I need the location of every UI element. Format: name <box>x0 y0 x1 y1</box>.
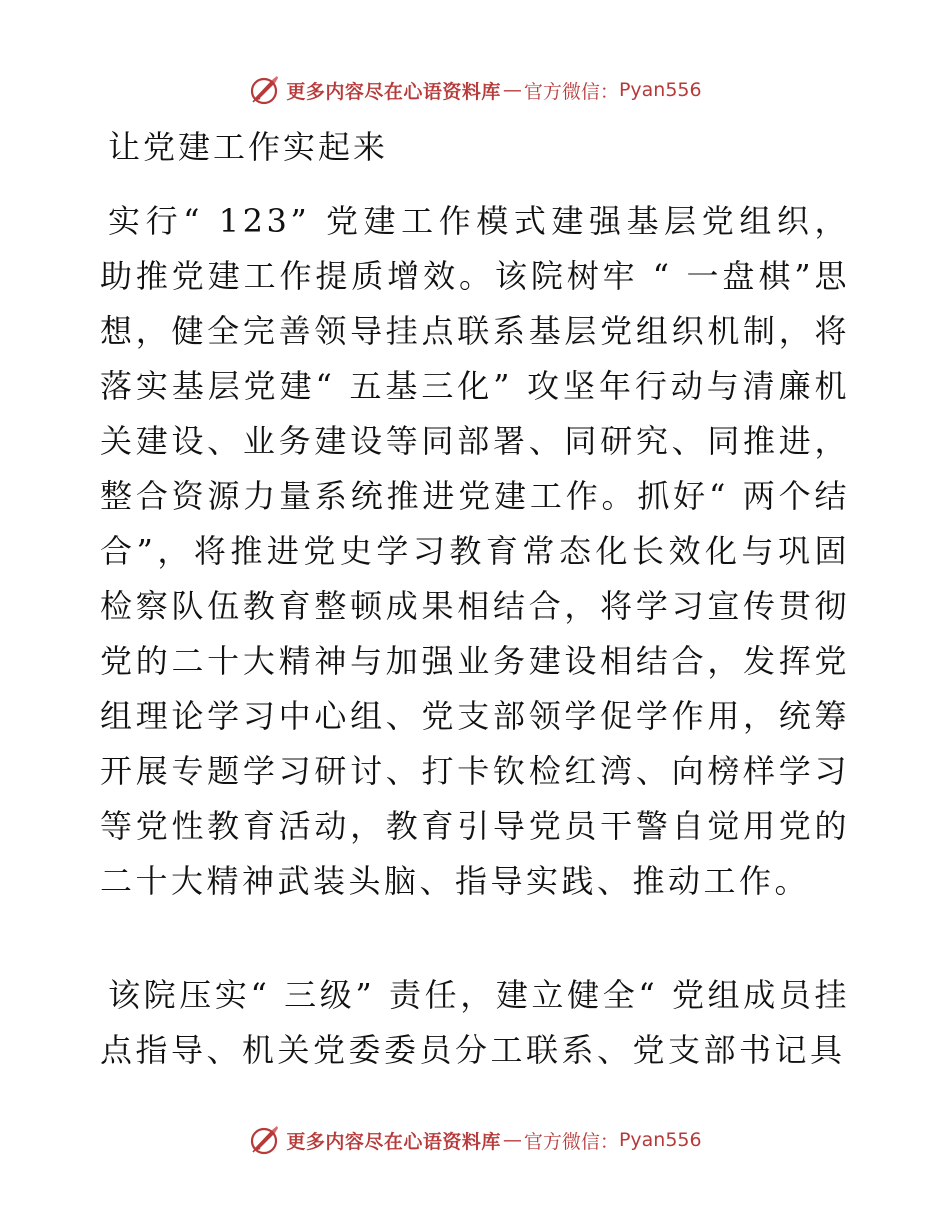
body-paragraph-2: 该院压实“ 三级” 责任，建立健全“ 党组成员挂点指导、机关党委委员分工联系、党支部书记具 <box>100 976 850 1069</box>
watermark-dash: — <box>502 79 522 101</box>
watermark-wechat-id: Pyan556 <box>618 79 702 101</box>
watermark-sub-text: 官方微信： <box>523 80 619 103</box>
header-watermark <box>0 70 950 110</box>
watermark-main-text: 更多内容尽在心语资料库 <box>286 1130 501 1153</box>
watermark-main-text: 更多内容尽在心语资料库 <box>286 80 501 103</box>
watermark-dash: — <box>502 1129 522 1151</box>
watermark-wechat-id: Pyan556 <box>618 1129 702 1151</box>
writing-quill-logo-icon <box>248 74 280 106</box>
watermark-sub-text: 官方微信： <box>523 1130 619 1153</box>
writing-quill-logo-icon <box>248 1124 280 1156</box>
document-title: 让党建工作实起来 <box>108 128 389 166</box>
body-paragraph-1: 实行“ 123” 党建工作模式建强基层党组织，助推党建工作提质增效。该院树牢 “ 一盘棋”思想，健全完善领导挂点联系基层党组织机制，将落实基层党建“ 五基三化” 攻坚年行动与清廉机关建设、业务建设等同部署、同研究、同推进，整合资源力量系统推进党建工作。抓好“ 两个结合”，将推进党史学习教育常态化长效化与巩固检察队伍教育整顿成果相结合，将学习宣传贯彻党的二十大精神与加强业务建设相结合，发挥党组理论学习中心组、党支部领学促学作用，统筹开展专题学习研讨、打卡钦检红湾、向榜样学习等党性教育活动，教育引导党员干警自觉用党的二十大精神武装头脑、指导实践、推动工作。 <box>100 202 850 900</box>
footer-watermark <box>0 1120 950 1160</box>
